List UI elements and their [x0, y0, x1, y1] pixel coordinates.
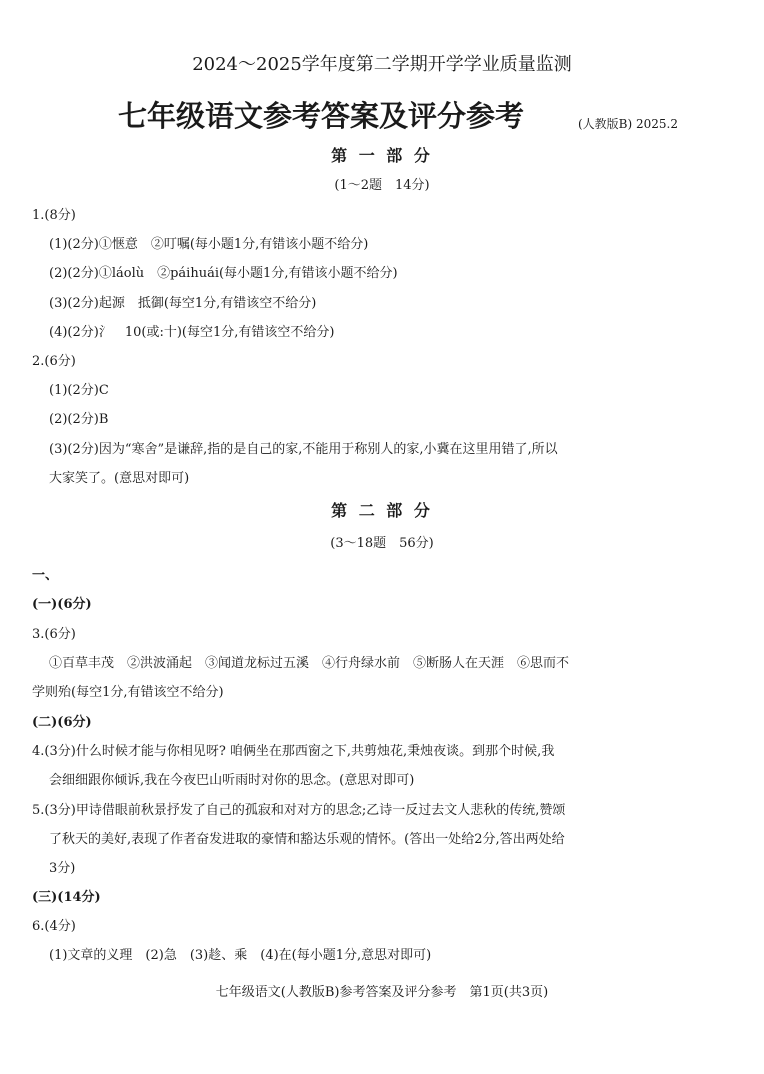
- q4-answer-cont: 会细细跟你倾诉,我在今夜巴山听雨时对你的思念。(意思对即可): [49, 773, 415, 788]
- edition-note: (人教版B) 2025.2: [578, 117, 678, 131]
- subsection-two-heading: (二)(6分): [32, 715, 92, 730]
- q2-heading: 2.(6分): [32, 354, 76, 369]
- exam-title: 2024～2025学年度第二学期开学学业质量监测: [192, 54, 572, 75]
- section-one-label: 一、: [32, 568, 59, 583]
- q6-answers: (1)文章的义理 (2)急 (3)趁、乘 (4)在(每小题1分,意思对即可): [49, 948, 432, 963]
- q1-item-4: (4)(2分)氵 10(或:十)(每空1分,有错该空不给分): [49, 325, 335, 340]
- q6-heading: 6.(4分): [32, 919, 76, 934]
- subsection-three-heading: (三)(14分): [32, 890, 101, 905]
- q3-answers: ①百草丰茂 ②洪波涌起 ③闻道龙标过五溪 ④行舟绿水前 ⑤断肠人在天涯 ⑥思而不: [49, 656, 570, 671]
- q2-item-3-cont: 大家笑了。(意思对即可): [49, 471, 190, 486]
- q2-item-2: (2)(2分)B: [49, 412, 109, 427]
- q1-item-3: (3)(2分)起源 抵御(每空1分,有错该空不给分): [49, 296, 317, 311]
- q5-answer-cont-2: 3分): [49, 861, 76, 876]
- q1-item-1: (1)(2分)①惬意 ②叮嘱(每小题1分,有错该小题不给分): [49, 237, 369, 252]
- page-footer: 七年级语文(人教版B)参考答案及评分参考 第1页(共3页): [215, 985, 549, 1000]
- subsection-one-heading: (一)(6分): [32, 597, 92, 612]
- q1-heading: 1.(8分): [32, 208, 76, 223]
- q2-item-3: (3)(2分)因为“寒舍”是谦辞,指的是自己的家,不能用于称别人的家,小冀在这里用错了,所以: [49, 442, 558, 457]
- q3-answers-cont: 学则殆(每空1分,有错该空不给分): [32, 685, 224, 700]
- q1-item-2: (2)(2分)①láolù ②páihuái(每小题1分,有错该小题不给分): [49, 266, 398, 281]
- document-main-title: 七年级语文参考答案及评分参考: [118, 99, 525, 133]
- part-two-range: (3～18题 56分): [330, 536, 434, 551]
- part-one-range: (1～2题 14分): [334, 178, 430, 193]
- q2-item-1: (1)(2分)C: [49, 383, 109, 398]
- part-one-heading: 第 一 部 分: [331, 146, 433, 165]
- q4-answer: 4.(3分)什么时候才能与你相见呀? 咱俩坐在那西窗之下,共剪烛花,秉烛夜谈。到那个时候,我: [32, 744, 555, 759]
- q5-answer: 5.(3分)甲诗借眼前秋景抒发了自己的孤寂和对对方的思念;乙诗一反过去文人悲秋的传统,赞颂: [32, 803, 566, 818]
- part-two-heading: 第 二 部 分: [331, 501, 433, 520]
- q3-heading: 3.(6分): [32, 627, 76, 642]
- q5-answer-cont: 了秋天的美好,表现了作者奋发进取的豪情和豁达乐观的情怀。(答出一处给2分,答出两处给: [49, 832, 565, 847]
